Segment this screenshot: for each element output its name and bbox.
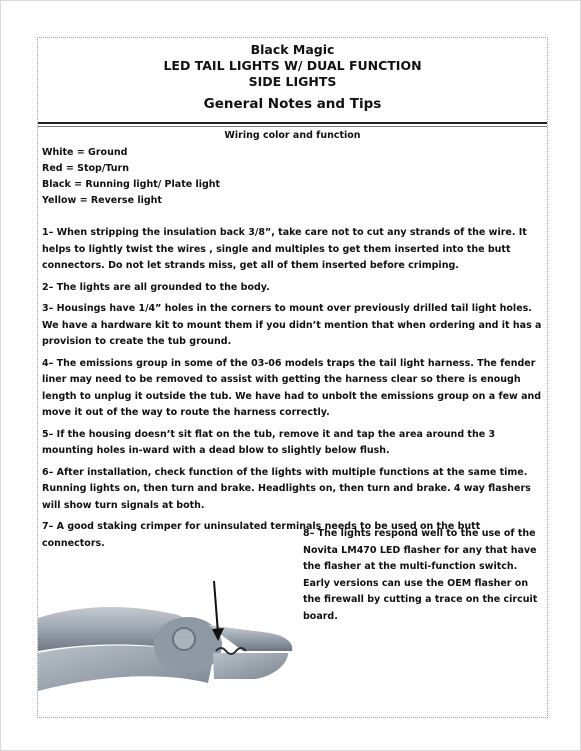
wiring-item-black: Black = Running light/ Plate light	[42, 179, 221, 190]
crimper-tool-photo	[38, 533, 296, 693]
wiring-item-red: Red = Stop/Turn	[42, 163, 129, 174]
wiring-item-white: White = Ground	[42, 147, 128, 158]
note-5: 5– If the housing doesn’t sit flat on the tub, remove it and tap the area around the 3 mounting holes in-ward with a dead blow to slightly below flush.	[42, 428, 496, 456]
note-3: 3– Housings have 1/4” holes in the corners to mount over previously drilled tail light holes. We have a hardware kit to mount them if you didn’t mention that when ordering and it has a provision to create the tub ground.	[42, 303, 542, 347]
note-1: 1– When stripping the insulation back 3/8”, take care not to cut any strands of the wire. It helps to lightly twist the wires , single and multiples to get them inserted into the butt connectors. Do not let strands miss, get all of them inserted before crimping.	[42, 227, 527, 271]
pointer-arrow-shaft	[214, 581, 218, 633]
brand-title: Black Magic	[250, 42, 335, 57]
wiring-item-yellow: Yellow = Reverse light	[42, 195, 162, 206]
content-frame	[37, 37, 548, 718]
note-7: 7– A good staking crimper for uninsulated terminals needs to be used on the butt connectors.	[42, 521, 481, 549]
header-rule-thick	[38, 122, 547, 124]
wiring-color-list	[42, 145, 220, 209]
note-2: 2– The lights are all grounded to the body.	[42, 281, 270, 293]
section-title: General Notes and Tips	[203, 96, 382, 112]
product-title: LED TAIL LIGHTS W/ DUAL FUNCTION	[163, 58, 422, 73]
document-header	[38, 42, 547, 113]
product-subtitle: SIDE LIGHTS	[248, 74, 337, 89]
wiring-heading: Wiring color and function	[224, 130, 361, 141]
notes-list	[42, 225, 545, 557]
crimper-lower-jaw	[213, 653, 288, 679]
note-6: 6– After installation, check function of the lights with multiple functions at the same time. Running lights on, then turn and brake. Headlights on, then turn and brake. 4 way flashers will show turn signals at both.	[42, 466, 531, 511]
note-8: 8– The lights respond well to the use of the Novita LM470 LED flasher for any that have the flasher at the multi-function switch. Early versions can use the OEM flasher on the firewall by cutting a trace on the circuit board.	[303, 528, 538, 622]
crimper-pivot-bolt	[173, 628, 195, 650]
note-4: 4– The emissions group in some of the 03-06 models traps the tail light harness. The fender liner may need to be removed to assist with getting the harness clear so there is enough length to unplug it outside the tub. We have had to unbolt the emissions group on a few and move it out of the way to route the harness correctly.	[42, 357, 542, 418]
header-rule-thin	[38, 126, 547, 127]
